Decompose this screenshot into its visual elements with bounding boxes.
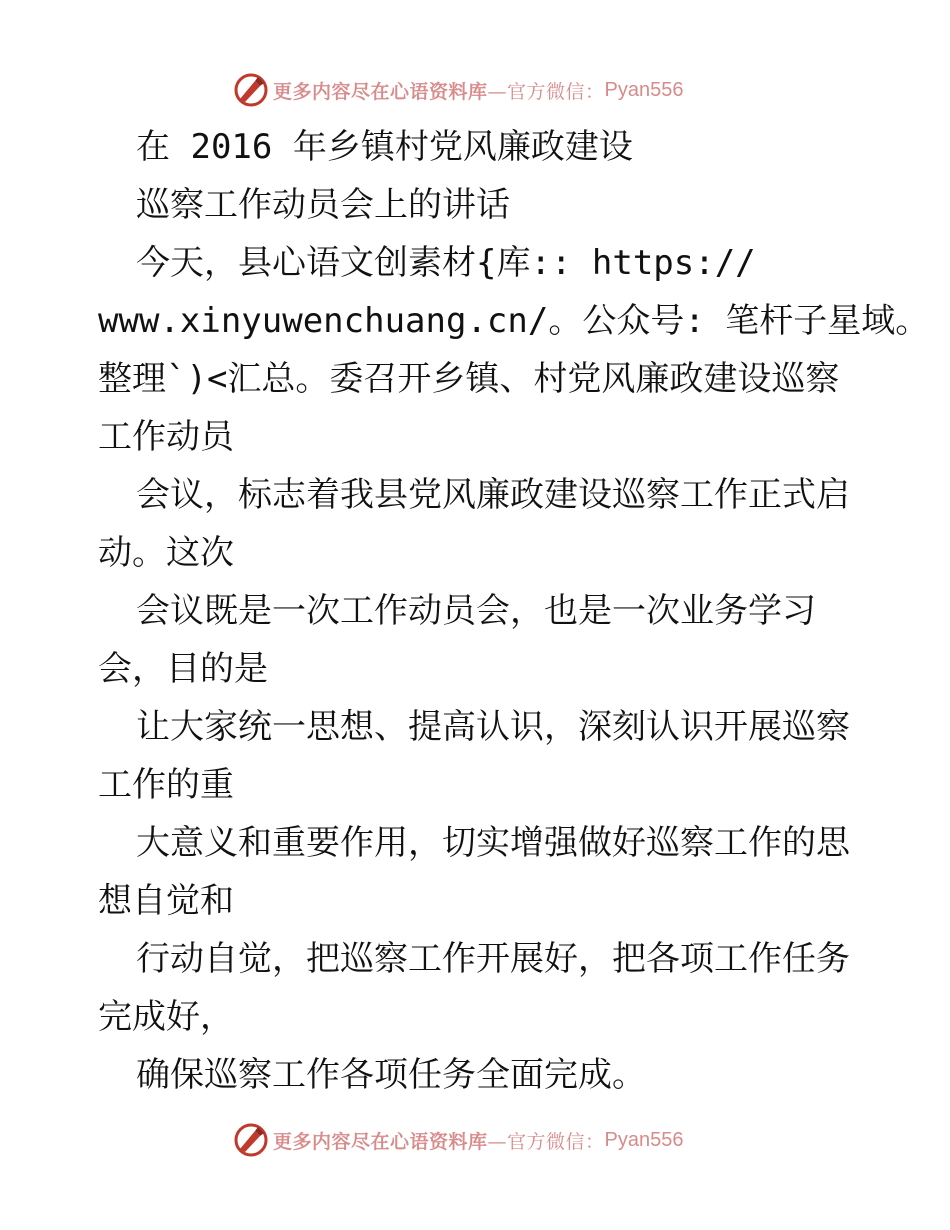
body-line: 今天，县心语文创素材{库:: https:// bbox=[136, 243, 756, 283]
watermark-main-text: 更多内容尽在心语资料库 bbox=[273, 1130, 488, 1153]
watermark-sub-text: —官方微信： bbox=[487, 1130, 605, 1153]
watermark-wechat-id: Pyan556 bbox=[604, 1128, 684, 1151]
body-line: 行动自觉，把巡察工作开展好，把各项工作任务 bbox=[136, 939, 850, 979]
watermark-main-text: 更多内容尽在心语资料库 bbox=[273, 80, 488, 103]
body-line: 会议，标志着我县党风廉政建设巡察工作正式启 bbox=[136, 475, 850, 515]
body-line: 工作的重 bbox=[98, 765, 234, 805]
body-line: 动。这次 bbox=[98, 533, 234, 573]
body-line: 让大家统一思想、提高认识，深刻认识开展巡察 bbox=[136, 707, 850, 747]
pen-logo-icon bbox=[233, 1122, 269, 1158]
title-line-2: 巡察工作动员会上的讲话 bbox=[136, 185, 510, 225]
body-line: 大意义和重要作用，切实增强做好巡察工作的思 bbox=[136, 823, 850, 863]
body-line: 确保巡察工作各项任务全面完成。 bbox=[136, 1055, 646, 1095]
body-line: www.xinyuwenchuang.cn/。公众号: 笔杆子星域。 bbox=[98, 301, 930, 341]
title-line-1: 在 2016 年乡镇村党风廉政建设 bbox=[136, 127, 633, 167]
footer-watermark bbox=[233, 1122, 684, 1158]
body-line: 完成好， bbox=[98, 997, 234, 1037]
body-line: 会，目的是 bbox=[98, 649, 268, 689]
header-watermark bbox=[233, 72, 684, 108]
body-line: 工作动员 bbox=[98, 417, 234, 457]
watermark-sub-text: —官方微信： bbox=[487, 80, 605, 103]
body-line: 想自觉和 bbox=[98, 881, 234, 921]
pen-logo-icon bbox=[233, 72, 269, 108]
body-line: 整理`)<汇总。委召开乡镇、村党风廉政建设巡察 bbox=[98, 359, 840, 399]
document-body bbox=[98, 118, 930, 1104]
watermark-wechat-id: Pyan556 bbox=[604, 78, 684, 101]
body-line: 会议既是一次工作动员会，也是一次业务学习 bbox=[136, 591, 816, 631]
